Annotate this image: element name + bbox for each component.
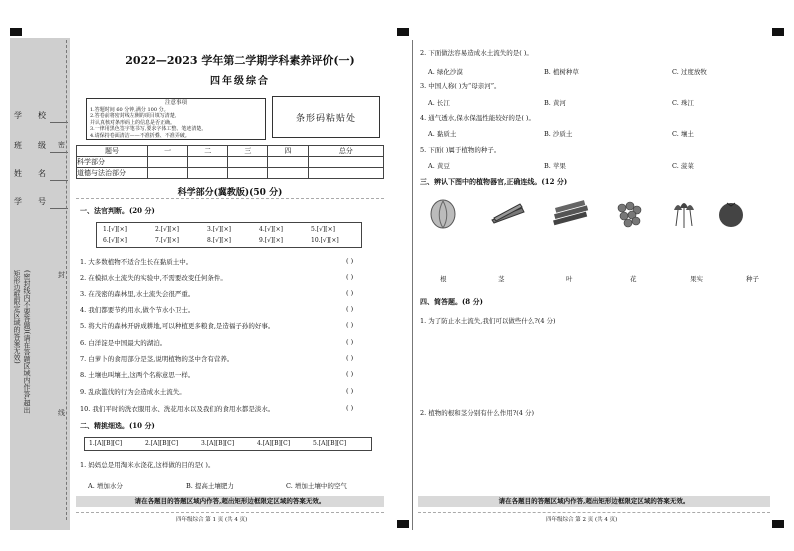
organ-label-leaf: 叶	[566, 275, 573, 283]
cabbage-image	[428, 196, 458, 230]
corner-mark	[397, 520, 409, 528]
tf-answer[interactable]: 8.[√][×]	[207, 237, 231, 244]
mc-answer[interactable]: 5.[A][B][C]	[313, 440, 347, 447]
tf-question: 6. 白洋淀是中国最大的湖泊。	[80, 339, 167, 347]
notice-line: 1.答题时间 60 分钟,满分 100 分。	[90, 106, 169, 113]
mc-question: 2. 下面做法容易造成水土流失的是( )。	[420, 49, 533, 57]
mc-option: C. 壤土	[672, 130, 694, 138]
section4-title: 四、简答题。(8 分)	[420, 297, 483, 306]
mc-question: 4. 通气透水,保水保温性能较好的是( )。	[420, 114, 535, 122]
corner-mark	[397, 28, 409, 36]
sidebar-label-name: 姓 名	[14, 169, 48, 178]
sidebar-label-school: 学 校	[14, 111, 48, 120]
score-cell[interactable]	[228, 168, 268, 179]
notice-line: 3.一律用黑色签字笔书写,要求字体工整、笔迹清楚。	[90, 126, 207, 132]
answer-area-banner: 请在各题目的答题区域内作答,超出矩形边框限定区域的答案无效。	[76, 496, 384, 507]
score-cell[interactable]	[308, 168, 383, 179]
mc-answer[interactable]: 3.[A][B][C]	[201, 440, 235, 447]
tf-question: 7. 白萝卜的食用部分是茎,说明植物的茎中含有营养。	[80, 355, 234, 363]
answer-paren[interactable]: ( )	[346, 321, 354, 329]
divider	[418, 512, 770, 513]
score-header: 二	[188, 146, 228, 157]
organ-label-root: 根	[440, 275, 447, 283]
mc-answer-grid	[84, 437, 372, 451]
organ-label-fruit: 果实	[690, 275, 703, 283]
score-header: 四	[268, 146, 308, 157]
mc-option: B. 沙质土	[544, 130, 573, 138]
mc-option: B. 黄河	[544, 99, 566, 107]
notice-heading: 注意事项	[164, 100, 187, 106]
score-cell[interactable]	[308, 157, 383, 168]
corner-mark	[772, 28, 784, 36]
answer-area[interactable]	[420, 330, 770, 400]
tf-question: 2. 在模拟水土流失的实验中,不需要改变任何条件。	[80, 274, 227, 282]
tf-answer[interactable]: 10.[√][×]	[311, 237, 339, 244]
score-cell[interactable]	[268, 168, 308, 179]
page-footer-left: 四年级综合 第 1 页 (共 4 页)	[176, 517, 248, 523]
science-section-title: 科学部分(冀教版)(50 分)	[177, 188, 283, 198]
mc-question: 5. 下面( )属于植物的种子。	[420, 146, 501, 154]
corner-mark	[10, 28, 22, 36]
tf-question: 10. 我们平时的洗衣服用水、洗花用水以及我们的食用水都是淡水。	[80, 405, 275, 413]
answer-paren[interactable]: ( )	[346, 257, 354, 265]
tf-question: 9. 乱砍滥伐的行为会造成水土流失。	[80, 388, 186, 396]
mc-answer[interactable]: 2.[A][B][C]	[145, 440, 179, 447]
answer-paren[interactable]: ( )	[346, 404, 354, 412]
answer-paren[interactable]: ( )	[346, 338, 354, 346]
sugarcane-image	[550, 196, 590, 230]
score-cell[interactable]	[148, 157, 188, 168]
section1-title: 一、法官判断。(20 分)	[80, 206, 155, 215]
section2-title: 二、精挑细选。(10 分)	[80, 421, 155, 430]
notice-line: 4.请保持卷面清洁——不准折叠、不准弄破。	[90, 132, 190, 139]
score-row-label: 道德与法治部分	[77, 168, 148, 179]
tf-answer[interactable]: 7.[√][×]	[155, 237, 179, 244]
corner-mark	[772, 520, 784, 528]
organ-label-seed: 种子	[746, 275, 759, 283]
score-cell[interactable]	[188, 157, 228, 168]
tf-answer-grid	[96, 222, 362, 248]
short-answer-question: 2. 植物的根和茎分别有什么作用?(4 分)	[420, 409, 535, 417]
seal-char: 线	[58, 409, 65, 417]
notice-line: 2.答卷前将密封线左侧的项目填写清楚,	[90, 113, 177, 119]
score-cell[interactable]	[268, 157, 308, 168]
answer-area[interactable]	[420, 422, 770, 492]
mc-option: A. 黄豆	[428, 162, 450, 170]
tf-answer[interactable]: 1.[√][×]	[103, 226, 127, 233]
answer-paren[interactable]: ( )	[346, 289, 354, 297]
tomato-image	[716, 196, 746, 230]
divider	[76, 198, 384, 199]
mc-option: B. 苹果	[544, 162, 566, 170]
tf-question: 8. 土壤也叫壤土,这两个名称意思一样。	[80, 371, 195, 379]
seal-char: 封	[58, 271, 65, 279]
score-header: 总分	[308, 146, 383, 157]
mc-answer[interactable]: 4.[A][B][C]	[257, 440, 291, 447]
seal-line	[66, 40, 67, 520]
tf-answer[interactable]: 9.[√][×]	[259, 237, 283, 244]
answer-paren[interactable]: ( )	[346, 370, 354, 378]
notice-box	[86, 98, 266, 140]
tf-answer[interactable]: 6.[√][×]	[103, 237, 127, 244]
tf-answer[interactable]: 2.[√][×]	[155, 226, 179, 233]
carrot-image	[488, 196, 528, 230]
barcode-area: 条形码粘贴处	[272, 96, 380, 138]
short-answer-question: 1. 为了防止水土流失,我们可以做些什么?(4 分)	[420, 317, 556, 325]
organ-label-flower: 花	[630, 275, 637, 283]
seeds-image	[614, 196, 644, 230]
mc-option: C. 菠菜	[672, 162, 694, 170]
answer-area-banner: 请在各题目的答题区域内作答,超出矩形边框限定区域的答案无效。	[418, 496, 770, 507]
score-header: 题号	[77, 146, 148, 157]
score-cell[interactable]	[188, 168, 228, 179]
mc-option: B. 提高土壤肥力	[186, 482, 234, 490]
answer-paren[interactable]: ( )	[346, 305, 354, 313]
score-row-label: 科学部分	[77, 157, 148, 168]
tf-answer[interactable]: 5.[√][×]	[311, 226, 335, 233]
tf-answer[interactable]: 3.[√][×]	[207, 226, 231, 233]
mc-option: A. 长江	[428, 99, 450, 107]
mc-option: A. 绿化沙漠	[428, 68, 463, 76]
answer-paren[interactable]: ( )	[346, 354, 354, 362]
mc-option: A. 黏质土	[428, 130, 457, 138]
exam-title: 2022—2023 学年第二学期学科素养评价(一)	[125, 54, 355, 67]
divider	[76, 512, 384, 513]
sidebar-label-number: 学 号	[14, 197, 48, 206]
tf-question: 5. 将大片的森林开辟成耕地,可以种植更多粮食,是造福子孙的好事。	[80, 322, 275, 330]
exam-subtitle: 四年级综合	[210, 76, 270, 87]
notice-line: 并认真核对条形码上的信息是否正确。	[90, 119, 176, 126]
page-footer-right: 四年级综合 第 2 页 (共 4 页)	[546, 517, 618, 523]
mc-option: C. 增加土壤中的空气	[286, 482, 347, 490]
answer-paren[interactable]: ( )	[346, 273, 354, 281]
mc-question: 1. 妈妈总是用淘米水浇花,这样做的目的是( )。	[80, 461, 215, 469]
seal-line-note: (密封线内不要答题)(请在答题区域内作答,超出矩形边框限定区域的答案无效)	[13, 270, 31, 414]
section3-title: 三、辨认下图中的植物器官,正确连线。(12 分)	[420, 177, 568, 186]
mc-option: C. 过度放牧	[672, 68, 707, 76]
mc-option: C. 珠江	[672, 99, 694, 107]
mc-answer[interactable]: 1.[A][B][C]	[89, 440, 123, 447]
sidebar-label-class: 班 级	[14, 141, 48, 150]
tf-answer[interactable]: 4.[√][×]	[259, 226, 283, 233]
score-header: 一	[148, 146, 188, 157]
tulip-image	[666, 196, 702, 230]
mc-option: B. 植树种草	[544, 68, 579, 76]
score-cell[interactable]	[228, 157, 268, 168]
score-table	[76, 145, 384, 179]
tf-question: 4. 我们都要节约用水,做个节水小卫士。	[80, 306, 195, 314]
score-cell[interactable]	[148, 168, 188, 179]
mc-option: A. 增加水分	[88, 482, 123, 490]
tf-question: 3. 在茂密的森林里,水土流失会很严重。	[80, 290, 195, 298]
seal-char: 密	[58, 141, 65, 149]
score-header: 三	[228, 146, 268, 157]
organ-label-stem: 茎	[498, 275, 505, 283]
tf-question: 1. 大多数植物不适合生长在黏质土中。	[80, 258, 193, 266]
page-separator	[412, 40, 413, 530]
answer-paren[interactable]: ( )	[346, 387, 354, 395]
mc-question: 3. 中国人称( )为“母亲河”。	[420, 82, 501, 90]
